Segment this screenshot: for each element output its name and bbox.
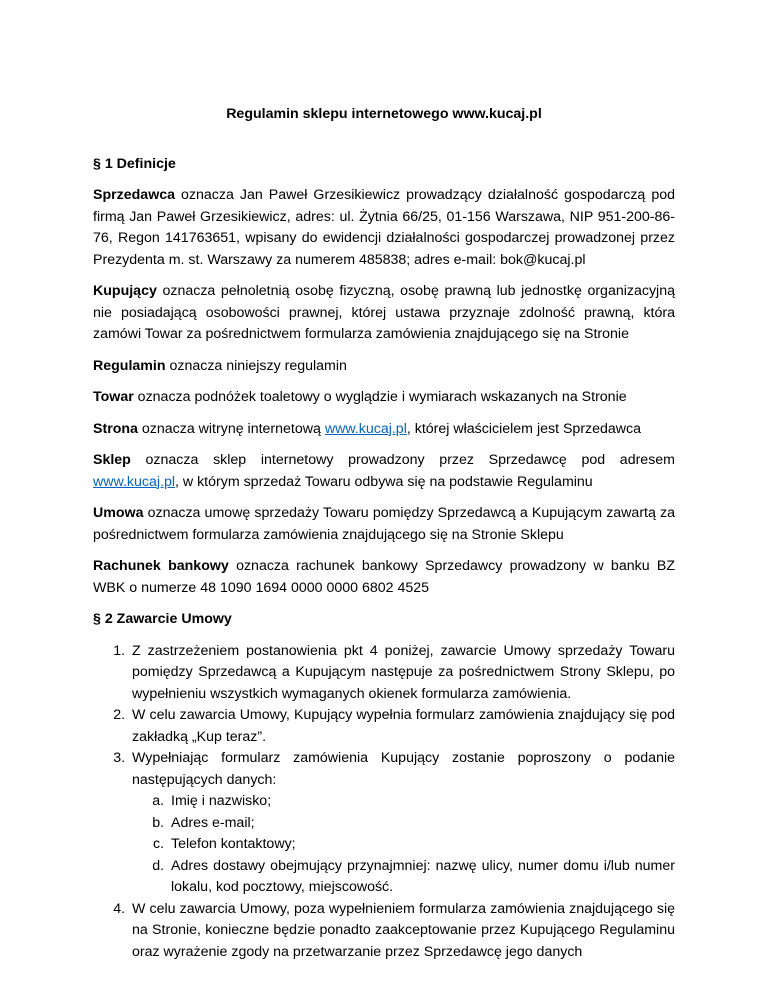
sub-list-item: d. Adres dostawy obejmujący przynajmniej: nazwę ulicy, numer domu i/lub numer lokalu, kod pocztowy, miejscowość. [168, 856, 675, 899]
definition-term: Sklep [93, 452, 131, 468]
definition-text: oznacza pełnoletnią osobę fizyczną, osobę prawną lub jednostkę organizacyjną nie posiadającą osobowości prawnej, której ustawa przyznaje zdolność prawną, która zamówi Towar za pośrednictwem formularza zamówienia znajdującego się na Stronie [93, 283, 675, 342]
kucaj-link[interactable]: www.kucaj.pl [324, 420, 407, 437]
definition-term: Towar [93, 389, 134, 405]
definition-text: oznacza umowę sprzedaży Towaru pomiędzy Sprzedawcą a Kupującym zawartą za pośrednictwem formularza zamówienia znajdującego się na Stronie Sklepu [93, 505, 675, 543]
required-data-list [132, 791, 675, 899]
sub-list-item: b. Adres e-mail; [168, 813, 675, 835]
list-item-text: Wypełniając formularz zamówienia Kupujący zostanie poproszony o podanie następujących danych: [132, 750, 675, 788]
definition-regulamin [93, 356, 675, 378]
list-item-text: Z zastrzeżeniem postanowienia pkt 4 poniżej, zawarcie Umowy sprzedaży Towaru pomiędzy Sprzedawcą a Kupującym następuje za pośrednictwem Strony Sklepu, po wypełnieniu wszystkich wymaganych okienek formularza zamówienia. [132, 642, 675, 702]
definition-term: Rachunek bankowy [93, 558, 229, 574]
definition-strona [93, 419, 675, 441]
definition-sprzedawca [93, 185, 675, 271]
definition-text: oznacza podnóżek toaletowy o wyglądzie i wymiarach wskazanych na Stronie [133, 389, 627, 405]
section-1-heading: § 1 Definicje [93, 155, 176, 172]
definition-kupujacy [93, 281, 675, 346]
definition-text: oznacza rachunek bankowy Sprzedawcy prowadzony w banku BZ WBK o numerze 48 1090 1694 0000 0000 6802 4525 [93, 558, 675, 596]
document-body [93, 104, 675, 963]
definition-umowa [93, 503, 675, 546]
definition-text: , w którym sprzedaż Towaru odbywa się na podstawie Regulaminu [175, 473, 593, 490]
list-item-text: W celu zawarcia Umowy, poza wypełnieniem formularza zamówienia znajdującego się na Stronie, konieczne będzie ponadto zaakceptowanie przez Kupującego Regulaminu oraz wyrażenie zgody na przetwarzanie przez Sprzedawcę jego danych [132, 900, 675, 960]
definition-term: Umowa [93, 505, 144, 521]
list-item [129, 748, 675, 899]
definition-text: oznacza witrynę internetową [137, 420, 325, 437]
definition-text: , której właścicielem jest Sprzedawca [406, 420, 642, 437]
definition-term: Kupujący [93, 283, 157, 299]
kucaj-link[interactable]: www.kucaj.pl [93, 473, 176, 490]
definition-towar [93, 387, 675, 409]
section-2-list [93, 641, 675, 964]
definition-text: oznacza Jan Paweł Grzesikiewicz prowadzący działalność gospodarczą pod firmą Jan Paweł Grzesikiewicz, adres: ul. Żytnia 66/25, 01-156 Warszawa, NIP 951-200-86-76, Regon 141763651, wpisany do ewidencji działalności gospodarczej prowadzonej przez Prezydenta m. st. Warszawy za numerem 485838; adres e-mail: bok@kucaj.pl [93, 187, 675, 268]
sub-list-item: a. Imię i nazwisko; [168, 791, 675, 813]
definition-term: Regulamin [93, 357, 166, 374]
document-title: Regulamin sklepu internetowego www.kucaj.pl [226, 106, 542, 122]
list-item [129, 899, 675, 964]
sub-list-item: c. Telefon kontaktowy; [168, 834, 675, 856]
section-2-heading: § 2 Zawarcie Umowy [93, 611, 232, 627]
definition-sklep [93, 450, 675, 493]
definition-rachunek [93, 556, 675, 599]
list-item [129, 641, 675, 706]
definition-text: oznacza niniejszy regulamin [165, 357, 347, 374]
list-item [129, 705, 675, 748]
list-item-text: W celu zawarcia Umowy, Kupujący wypełnia formularz zamówienia znajdujący się pod zakładką „Kup teraz”. [132, 707, 675, 745]
definition-term: Strona [93, 420, 138, 437]
definition-text: oznacza sklep internetowy prowadzony przez Sprzedawcę pod adresem [130, 452, 675, 468]
definition-term: Sprzedawca [93, 187, 176, 203]
